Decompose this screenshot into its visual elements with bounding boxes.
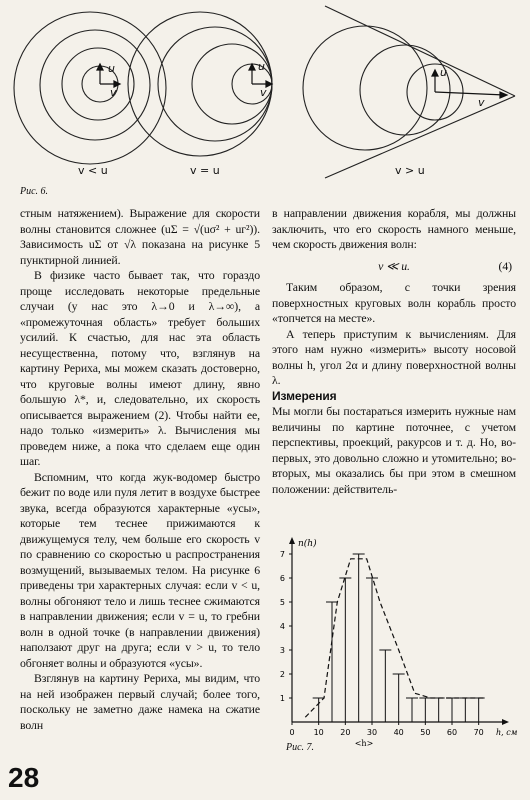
arrow-head [97, 64, 103, 70]
equation-4 [272, 259, 516, 275]
figure-7-chart [266, 534, 522, 756]
arrow-head [500, 92, 507, 98]
paragraph: А теперь приступим к вычислениям. Для этого нам нужно «измерить» высоту носовой волны h, угол 2α и длину поверхностной волны λ. [272, 326, 516, 387]
mean-label: <h> [354, 739, 374, 748]
paragraph: Мы могли бы постараться измерить нужные нам величины по картине поточнее, с учетом перспективы, проекций, ракурсов и т. д. Но, во-первых, это довольно сложно и утомительно; во-вторых, мы оказались бы при этом в смешном положении: действитель- [272, 404, 516, 496]
figure-6-caption: Рис. 6. [20, 186, 49, 197]
y-tick-label: 7 [279, 550, 285, 559]
condition-label: v > u [395, 164, 425, 177]
condition-label: v < u [78, 164, 108, 177]
label-v: v [110, 86, 117, 99]
y-tick-label: 4 [279, 622, 285, 631]
x-tick-label: 60 [446, 728, 458, 737]
label-u: u [258, 60, 265, 73]
y-tick-label: 6 [279, 574, 285, 583]
equation-number: (4) [498, 258, 512, 273]
paragraph: в направлении движения корабля, мы должны заключить, что его скорость намного меньше, чем скорость движения волн: [272, 206, 516, 251]
x-axis-label: h, см [496, 728, 518, 737]
arrow-head [432, 70, 438, 76]
mach-cone-line [325, 6, 515, 96]
chart-bars [313, 554, 485, 722]
x-tick-label: 10 [313, 728, 324, 737]
condition-label: v = u [190, 164, 220, 177]
text-column-right [272, 206, 516, 497]
y-axis-arrow [289, 537, 295, 544]
x-axis-arrow [502, 719, 509, 725]
x-tick-label: 40 [393, 728, 404, 737]
x-tick-label: 70 [473, 728, 484, 737]
figure-7-caption: Рис. 7. [286, 742, 315, 753]
paragraph: стным натяжением). Выражение для скорости волны становится сложнее (uΣ = √(uσ² + uг²)). Зависимость uΣ от √λ показана на рисунке 5 пунктирной линией. [20, 206, 260, 267]
paragraph: В физике часто бывает так, что гораздо проще исследовать некоторые предельные случаи (у нас это λ→0 и λ→∞), а «промежуточная область» требует больших усилий. К счастью, для нас эта область несущественна, потому что, взглянув на картину Рериха, мы можем сказать достоверно, что круговые волны имеют длину, явно большую λ*, и, следовательно, их скорость описывается выражением (2). Чтобы найти ее, надо только «измерить» λ. Вычисления мы проведем ниже, а пока что сделаем еще один шаг. [20, 268, 260, 468]
paragraph: Вспомним, что когда жук-водомер быстро бежит по воде или пуля летит в воздухе быстрее звука, всегда образуются характерные «усы», которые тем теснее прижимаются к движущемуся телу, чем больше его скорость v по сравнению со скоростью u распространения возмущений, вызываемых телом. На рисунке 6 приведены три характерных случая: если v < u, волны обгоняют тело и лишь теснее сжимаются в направлении движения; если v = u, то гребни волн в одной точке (в направлении движения) наползают друг на друга; если v > u, то тело обгоняет волны и образуются «усы». [20, 469, 260, 670]
vector-v [435, 92, 505, 95]
x-tick-label: 20 [340, 728, 351, 737]
label-v: v [478, 96, 485, 109]
x-tick-label: 0 [289, 728, 295, 737]
paragraph: Таким образом, с точки зрения поверхностных круговых волн корабль просто «топчется на месте». [272, 280, 516, 325]
y-tick-label: 5 [279, 598, 285, 607]
x-tick-label: 30 [366, 728, 378, 737]
arrow-head [249, 64, 255, 70]
text-column-left [20, 206, 260, 733]
equation-body: v ≪ u. [378, 258, 410, 273]
page-number: 28 [8, 762, 40, 793]
label-u: u [108, 62, 115, 75]
wave-circle [62, 48, 134, 120]
paragraph: Взглянув на картину Рериха, мы видим, что на ней изображен первый случай; более того, поскольку не заметно даже намека на сжатие волн [20, 671, 260, 732]
y-tick-label: 2 [279, 670, 285, 679]
y-tick-label: 3 [279, 646, 285, 655]
label-v: v [260, 86, 267, 99]
y-tick-label: 1 [279, 694, 285, 703]
label-u: u [440, 66, 447, 79]
section-heading: Измерения [272, 388, 337, 403]
y-axis-label: n(h) [298, 539, 317, 549]
x-tick-label: 50 [420, 728, 431, 737]
wave-circle [14, 12, 166, 164]
